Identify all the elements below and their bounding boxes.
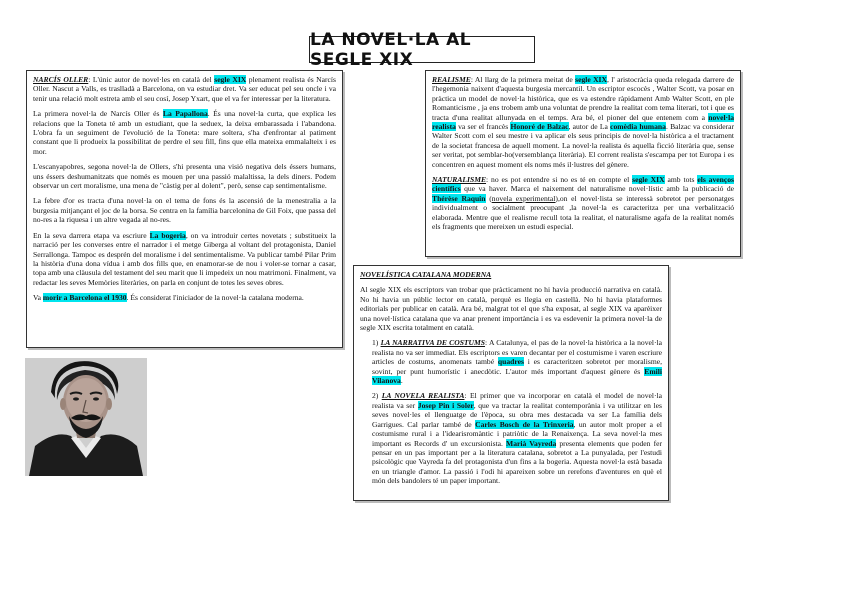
- highlight: Josep Pin i Soler: [417, 400, 474, 410]
- paragraph: [432, 75, 734, 169]
- highlight: morir a Barcelona el 1930: [42, 293, 127, 303]
- text: : El primer que va incorporar en català el model de novel·la realista va ser: [372, 391, 662, 410]
- paragraph: [33, 231, 336, 287]
- text: La febre d'or es tracta d'una novel·la on el tema de fons és la ascensió de la menestralia a la burgesia mitjançant el joc de la borsa. Se centra en la família barcelonina de Gil Foix, que passa del no-res a la riquesa i un altre vegada al no-res.: [33, 196, 336, 225]
- text: que va haver. Marca el naixement del naturalisme novel·lístic amb la publicació de: [460, 184, 734, 194]
- highlight: els avenços científics: [432, 175, 734, 194]
- underlined-text: novela experimental: [491, 193, 556, 203]
- text: plenament realista és Narcís Oller. Nascut a Valls, es traslladà a Barcelona, on va estudiar dret. Va ser educat pel seu oncle i va tenir una relació molt estreta amb el seu cosí, Josep Yxart, que el va fer interessar per la literatura.: [33, 75, 336, 103]
- paragraph: [33, 75, 336, 103]
- realisme-naturalisme-section: [425, 70, 741, 257]
- paragraph: [33, 109, 336, 156]
- highlight: Thérèse Raquin: [432, 193, 486, 203]
- text: L'escanyapobres, segona novel·la de Ollers, s'hi presenta una visió negativa dels éssers humans, uns éssers deshumanitzats que només es mouen per una passió malaltissa, la dels diners. Podem observar un cert moralisme, una mena de "càstig per al dolent", però, sense cap sentimentalisme.: [33, 162, 336, 191]
- highlight: comèdia humana: [610, 122, 666, 132]
- text: : A Catalunya, el pas de la novel·la històrica a la novel·la realista no va ser immediat. Els escriptors es varen decantar per el costumisme i varen escriure articles de costums, anomenats també: [372, 338, 662, 367]
- highlight: quadres: [497, 357, 524, 367]
- highlight: Carles Bosch de la Trinxeria: [475, 419, 574, 429]
- paragraph: [33, 293, 336, 302]
- text: . Balzac va considerar Walter Scott com el seu mestre i va aplicar els seus principis de novel·la històrica a el tractament de la societat francesa de aquell moment. La novel·la realista és aquella ficció literària que, sense ser veritat, pot semblar-ho(versemblança literària). El corrent realista s'escampa per tot Europa i es concentren en aquest moment els noms més il·lustres del gènere.: [432, 122, 734, 169]
- paragraph: [432, 175, 734, 231]
- paragraph: [33, 196, 336, 224]
- highlight: Marià Vayreda: [506, 438, 557, 448]
- text: amb tots: [664, 175, 698, 185]
- narcis-oller-portrait: [25, 358, 147, 476]
- text: . És una novel·la curta, que explica les relacions que la Toneta té amb un estudiant, que la seduex, la deixa embarassada i l'abandona. L'obra fa un seguiment de l'evolució de la Toneta: mare soltera, s'ha d'enfrontar al patiment constant que li produeix la possibilitat de perdre el seu fill, fins que ella mateixa emmalalteix i es mor.: [33, 109, 336, 156]
- text: presenta elements que poden fer pensar en un pas important per a la literatura catalana, sobretot a La punyalada, per l'estudi psicològic que Vayreda fa del protagonista d'un fins a la bogeria. Aquesta novel·la està basada en un triangle d'amor. La passió i l'odi hi apareixen sobre un rerefons d'aventures en què el món dels bandolers té un paper important.: [372, 438, 662, 486]
- term-naturalisme: NATURALISME: [432, 175, 487, 185]
- text: .: [400, 376, 403, 386]
- term-realisme: REALISME: [432, 75, 471, 84]
- text: En la seva darrera etapa va escriure: [33, 230, 150, 240]
- highlight: segle XIX: [214, 75, 247, 84]
- item-number: 2): [372, 391, 379, 401]
- item-number: 1): [372, 338, 379, 348]
- text: : no es pot entendre si no es té en compte el: [486, 175, 633, 185]
- text: : L'únic autor de novel·les en català del: [88, 75, 215, 84]
- text: , on va introduir certes novetats ; substitueix la narració per les converses entre el narrador i el metge Giberga al voltant del protagonista, Daniel Serrallonga. Tampoc es desprén del moralisme i del sentimentalisme. Va publicar també Pilar Prim la història d'una dona vídua i amb dos fills que, en enamorar-se de nou i voler-se tornar a casar, topa amb una clàusula del testament del seu marit que li impedeix un nou matrimoni. Finalment, va redactar les seves Memòries literàries, on parla en conjunt de totes les seves obres.: [33, 230, 336, 287]
- highlight: La bogeria: [149, 230, 186, 240]
- text: , autor de La: [568, 122, 611, 132]
- term-novela-realista: LA NOVELA REALISTA: [381, 391, 465, 401]
- highlight: Honoré de Balzac: [510, 122, 569, 132]
- list-item: [360, 391, 662, 485]
- text: . És considerat l'iniciador de la novel·la catalana moderna.: [126, 293, 304, 303]
- page-title: LA NOVEL·LA AL SEGLE XIX: [309, 36, 535, 63]
- text: , l' aristocràcia queda relegada darrere de l'hegemonia naixent d'aquesta burgesia mercantil. Un escriptor escocès , Walter Scott, va posar en pràctica un model de novel·la històrica, que es va estendre ràpidament Amb Walter Scott, en ple Romanticisme , ja ens trobem amb una voluntat de prendre la realitat com tema literari, tot i que es tracta d'una realitat allunyada en el temps. Ara bé, el pioner del que entenem com a: [432, 75, 734, 122]
- term-narcis-oller: NARCÍS OLLER: [33, 75, 89, 84]
- text: i es caracteritzen sobretot per moralisme, sovint, per punt humorístic i anecdòtic. L'autor més important d'aquest gènere és: [372, 357, 663, 376]
- paragraph: [33, 162, 336, 190]
- term-narrativa-costums: LA NARRATIVA DE COSTUMS: [380, 338, 486, 348]
- highlight: novel·la realista: [432, 112, 734, 132]
- text: va ser el francès: [455, 122, 511, 132]
- text: (: [485, 193, 492, 203]
- text: ),on el novel·lista se interessà sobretot per personatges individualment o socialment preocupant ,la novel·la es caracteritza per una verbalització elaborada. Mentre que el realisme recull tota la realitat, el naturalisme agafa de la realitat només els fragments que mereixen un estudi especial.: [432, 193, 735, 232]
- paragraph: Al segle XIX els escriptors van trobar que pràcticament no hi havia producció narrativa en català. No hi havia un públic lector en català, perquè es llegia en castellà. No hi havia plataformes editorials per publicar en català. Ara bé, malgrat tot el que s'ha exposat, al segle XIX va aparèixer una novel·lística catalana que va anar prenent importància i es va esdevenir la primera novel·la de segle XIX escrita totalment en català.: [360, 285, 662, 333]
- text: , que va tractar la realitat contemporània i va utilitzar en les seves novel·les el llenguatge de l'època, su obra mes destacada va ser La família dels Garrigues. Cal parlar també de: [372, 400, 662, 429]
- highlight: La Papallona: [162, 109, 208, 119]
- highlight: segle XIX: [632, 175, 665, 185]
- highlight: segle XIX: [575, 75, 608, 84]
- text: , un autor molt proper a el costumisme rural i a l'idearisromàntic i patriòtic de la Renaixença. La seva novel·la mes important es Records d' un excursionista.: [372, 419, 662, 448]
- narcis-oller-section: [26, 70, 343, 348]
- section-heading: NOVELÍSTICA CATALANA MODERNA: [360, 270, 492, 279]
- novelistica-catalana-section: [353, 265, 669, 501]
- list-item: [360, 338, 662, 385]
- text: Va: [33, 293, 43, 303]
- text: : Al llarg de la primera meitat de: [470, 75, 576, 84]
- text: La primera novel·la de Narcís Oller és: [33, 109, 163, 119]
- highlight: Emili Vilanova: [372, 366, 662, 386]
